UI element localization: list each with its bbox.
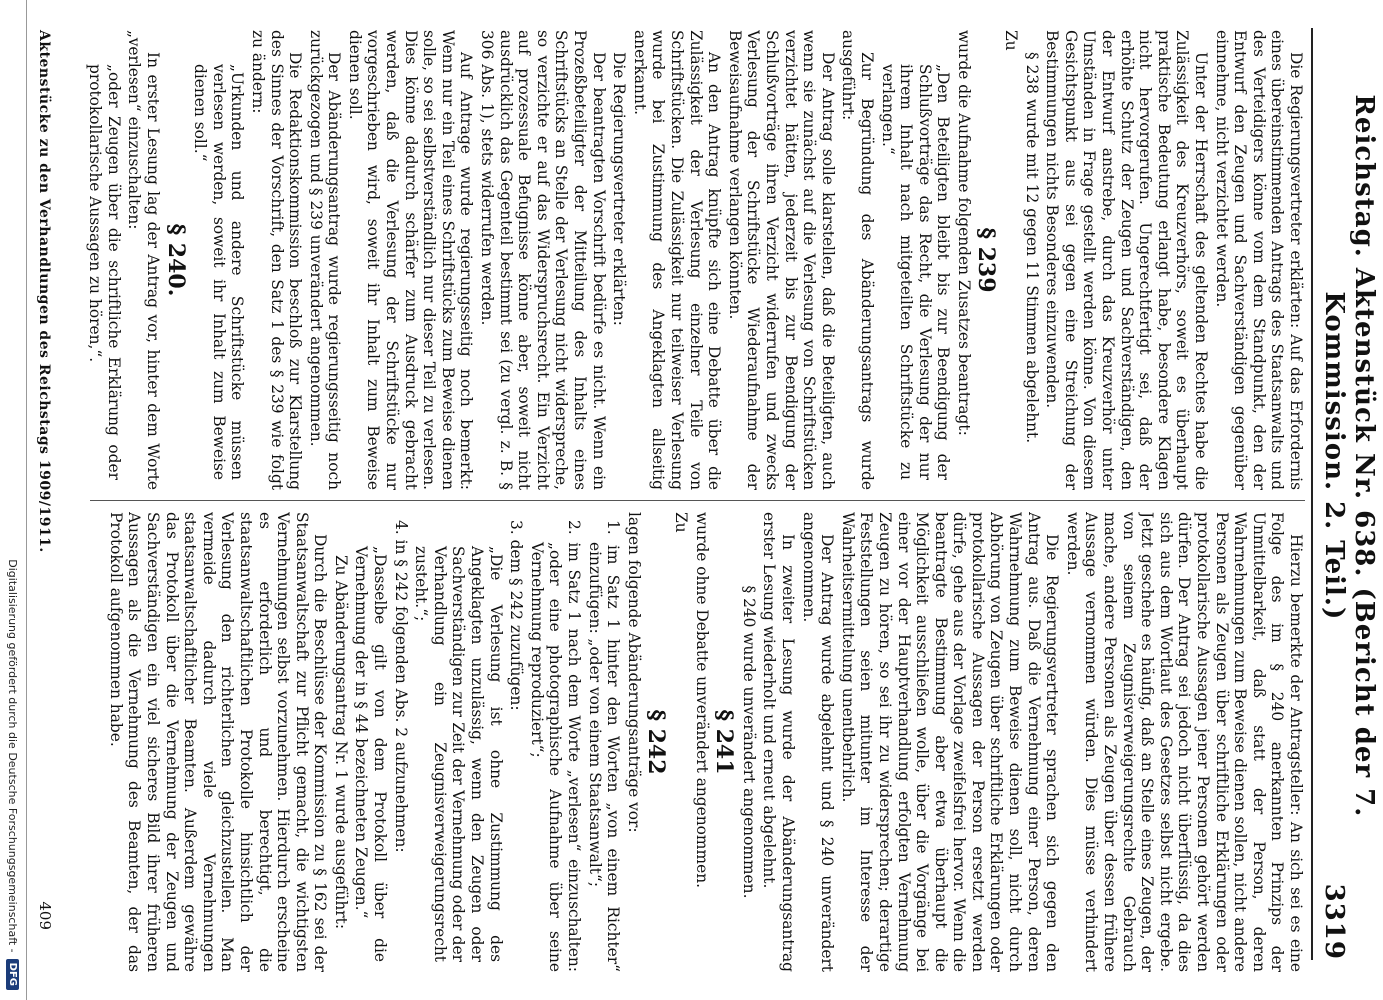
list-item: 3. dem § 242 zuzufügen:: [507, 520, 526, 711]
list-item: 1. im Satz 1 hinter den Worten „von einem Richter“ einzufügen: „oder von einem Staatsanwalt“;: [585, 520, 623, 972]
paragraph: Auf Antrage wurde regierungsseitig noch bemerkt: Wenn nur ein Teil eines Schriftstücks zum Beweise dienen solle, so sei selbstverständlich nur dieser Teil zu verlesen. Dies könne dadurch schärfer zum Ausdruck gebracht werden, daß die Verlesung der Schriftstücke nur vorgeschrieben wird, soweit ihr Inhalt zum Beweise dienen soll.: [345, 30, 476, 490]
paragraph: Der Antrag solle klarstellen, daß die Beteiligten, auch wenn sie zunächst auf die Verlesung von Schriftstücken verzichtet hätten, jederzeit bis zur Beendigung der Schlußvorträge ihren Verzicht widerrufen und zwecks Verlesung der Schriftstücke Wiederaufnahme der Beweisaufnahme verlangen könnten.: [725, 30, 837, 490]
paragraph: Die Redaktionskommission beschloß zur Klarstellung des Sinnes der Vorschrift, den Satz 1 des § 239 wie folgt zu ändern:: [248, 30, 305, 490]
section-heading-239: § 239: [973, 227, 1000, 293]
paragraph: § 238 wurde mit 12 gegen 11 Stimmen abgelehnt.: [1022, 52, 1041, 444]
paragraph: Zur Begründung des Abänderungsantrags wurde ausgeführt:: [839, 30, 876, 490]
section-heading-240: § 240.: [162, 223, 189, 297]
quoted-amendment: „Dasselbe gilt von dem Protokoll über die Vernehmung der in § 44 bezeichneten Zeugen.“: [352, 546, 390, 962]
paragraph: Der Antrag wurde abgelehnt und § 240 unverändert angenommen.: [799, 512, 837, 972]
paragraph: Der Abänderungsantrag wurde regierungsseitig noch zurückgezogen und § 239 unverändert angenommen.: [306, 30, 344, 490]
paragraph: § 240 wurde unverändert angenommen.: [739, 585, 758, 899]
zu-label: Zu: [1002, 30, 1021, 51]
paragraph: In zweiter Lesung wurde der Abänderungsantrag erster Lesung wiederholt und erneut abgelehnt.: [760, 512, 797, 972]
dfg-logo: DFG: [7, 959, 20, 990]
quoted-amendment: „oder Zeugen über die schriftliche Erklärung oder protokollarische Aussagen zu hören,“.: [86, 64, 123, 480]
paragraph: In erster Lesung lag der Antrag vor, hinter dem Worte „verlesen“ einzuschalten:: [125, 30, 162, 490]
paragraph: Zu Abänderungsantrag Nr. 1 wurde ausgeführt:: [331, 554, 350, 930]
digitization-text: Digitalisierung gefördert durch die Deutsche Forschungsgemeinschaft -: [6, 559, 20, 953]
digitization-banner: [0, 0, 27, 1000]
section-heading-241: § 241: [711, 709, 738, 775]
column-divider: [90, 500, 1305, 501]
footer-source: Aktenstücke zu den Verhandlungen des Reichstags 1909/1911.: [36, 30, 52, 553]
right-column: [70, 512, 1305, 972]
paragraph: Die Regierungsvertreter sprachen sich gegen den Antrag aus. Daß die Vernehmung einer Person, deren Wahrnehmung zum Beweise dienen soll, nicht durch Abhörung von Zeugen über schriftliche Erklärungen oder protokollarische Aussagen der Person ersetzt werden dürfe, gehe aus der Vorlage zweifelsfrei hervor. Wenn die beantragte Bestimmung aber etwa überhaupt die Möglichkeit ausschließen wolle, über die Vorgänge bei einer vor der Hauptverhandlung erfolgten Vernehmung Zeugen zu hören, so sei ihr zu widersprechen; derartige Feststellungen seien mitunter im Interesse der Wahrheitsermittelung unentbehrlich.: [838, 512, 1062, 972]
paragraph: Die Regierungsvertreter erklärten: Auf das Erfordernis eines übereinstimmenden Antrags des Staatsanwalts und des Verteidigers könne vom dem Standpunkt, den der Entwurf den Zeugen und Sachverständigen gegenüber einnehme, nicht verzichtet werden.: [1212, 30, 1305, 490]
list-item: 2. im Satz 1 nach dem Worte „verlesen“ einzuschalten: „oder eine photographische Aufnahme über seine Vernehmung reproduziert“;: [527, 520, 584, 972]
zu-label: Zu: [672, 512, 690, 533]
quoted-amendment: „Den Beteiligten bleibt bis zur Beendigung der Schlußvorträge das Recht, die Verlesung der nur ihrem Inhalt nach mitgeteilten Schriftstücke zu verlangen.“: [878, 64, 953, 480]
paragraph: Der beantragten Vorschrift bedürfe es nicht. Wenn ein Prozeßbeteiligter der Mitteilung des Inhalts eines Schriftstücks an Stelle der Verlesung nicht widerspreche, so verzichte er auf das Widerspruchsrecht. Ein Verzicht auf prozessuale Befugnisse könne aber, soweit nicht ausdrücklich das Gegenteil bestimmt sei (zu vergl. z. B. § 306 Abs. 1), stets widerrufen werden.: [478, 30, 608, 490]
paragraph: An den Antrag knüpfte sich eine Debatte über die Zulässigkeit der Verlesung einzelner Teile von Schriftstücken. Die Zulässigkeit nur teilweiser Verlesung wurde bei Zustimmung des Angeklagten allseitig anerkannt.: [630, 30, 724, 490]
paragraph: wurde ohne Debatte unverändert angenommen.: [692, 512, 711, 889]
paragraph: lagen folgende Abänderungsanträge vor:: [624, 512, 643, 833]
page-header: [1311, 28, 1379, 960]
quoted-amendment: „Die Verlesung ist ohne Zustimmung des Angeklagten unzulässig, wenn den Zeugen oder Sachverständigen zur Zeit der Vernehmung oder der Verhandlung ein Zeugnisverweigerungsrecht zusteht.“;: [412, 546, 505, 962]
list-item: 4. in § 242 folgenden Abs. 2 aufzunehmen:: [391, 520, 410, 853]
header-title: Reichstag. Aktenstück Nr. 638. (Bericht der 7. Kommission. 2. Teil.): [1319, 94, 1379, 818]
quoted-amendment: „Urkunden und andere Schriftstücke müssen verlesen werden, soweit ihr Inhalt zum Beweise dienen soll.“: [191, 64, 247, 480]
section-heading-242: § 242: [643, 709, 670, 775]
paragraph: Durch die Beschlüsse der Kommission zu § 162 sei der Staatsanwaltschaft zur Pflicht gemacht, die wichtigsten Vernehmungen selbst vorzunehmen. Hierdurch erscheine es erforderlich und berechtigt, die staatsanwaltschaftlichen Protokolle hinsichtlich der Verlesung den richterlichen gleichzustellen. Man vermeide dadurch viele Vernehmungen staatsanwaltschaftlicher Beamten. Außerdem gewähre das Protokoll über die Vernehmung der Zeugen und Sachverständigen ein viel sicheres Bild ihrer früheren Aussagen als die Vernehmung des Beamten, der das Protokoll aufgenommen habe.: [106, 512, 330, 972]
paragraph: Hierzu bemerkte der Antragsteller: An sich sei es eine Folge des im § 240 anerkannten Prinzips der Unmittelbarkeit, daß statt der Person, deren Wahrnehmungen zum Beweise dienen sollen, nicht andere Personen als Zeugen über schriftliche Erklärungen oder protokollarische Aussagen jener Personen gehört werden dürfen. Der Antrag sei jedoch nicht überflüssig, da dies sich aus dem Wortlaut des Gesetzes selbst nicht ergebe. Jetzt geschehe es häufig, daß an Stelle eines Zeugen, der von seinem Zeugnisverweigerungsrechte Gebrauch mache, andere Personen als Zeugen über dessen frühere Aussage vernommen würden. Dies müsse verhindert werden.: [1063, 512, 1305, 972]
paragraph: wurde die Aufnahme folgenden Zusatzes beantragt:: [954, 30, 973, 436]
paragraph: Die Regierungsvertreter erklärten:: [610, 52, 629, 326]
paragraph: Unter der Herrschaft des geltenden Rechtes habe die Zulässigkeit des Kreuzverhörs, soweit es überhaupt praktische Bedeutung erlangt habe, besondere Klagen nicht hervorgerufen. Ungerechtfertigt sei, daß der erhöhte Schutz der Zeugen und Sachverständigen, den der Entwurf anstrebe, durch das Kreuzverhör unter Umständen in Frage gestellt werden könne. Von diesem Gesichtspunkt aus sei gegen eine Streichung der Bestimmungen nichts Besonderes einzuwenden.: [1043, 30, 1211, 490]
left-column: [70, 30, 1305, 490]
footer-page-number: 409: [36, 901, 54, 930]
header-page-number: 3319: [1319, 883, 1349, 960]
